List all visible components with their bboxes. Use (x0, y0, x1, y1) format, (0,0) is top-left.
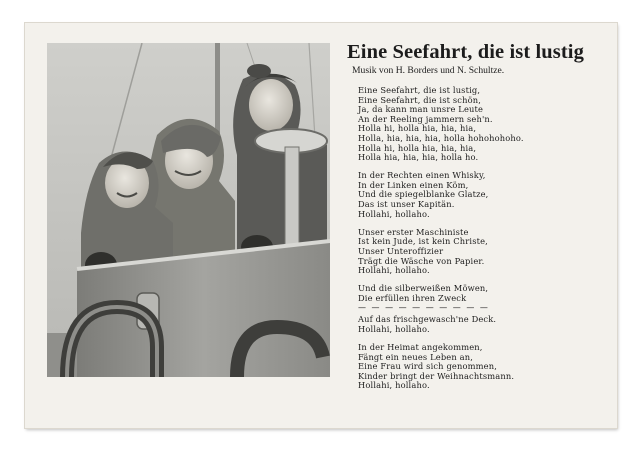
song-credits: Musik von H. Borders und N. Schultze. (352, 65, 505, 76)
stanza (358, 343, 609, 391)
lyric-line: Hollahi, hollaho. (358, 323, 430, 334)
lyric-line: In der Heimat angekommen, (358, 342, 483, 353)
song-text-column (347, 40, 609, 391)
lyric-line: Hollahi, hollaho. (358, 265, 430, 276)
stanza (358, 171, 609, 219)
lyric-line: Die erfüllen ihren Zweck (358, 292, 467, 303)
lyric-line: Eine Frau wird sich genommen, (358, 361, 497, 372)
photo-illustration (47, 43, 330, 377)
lyric-line: Unser erster Maschiniste (358, 226, 469, 237)
lyric-line: Holla hia, hia, hia, holla ho. (358, 152, 479, 163)
stanza (358, 315, 609, 334)
stanza (358, 284, 609, 303)
lyric-line: Und die spiegelblanke Glatze, (358, 189, 489, 200)
lyric-line: Ja, da kann man unsre Leute (358, 104, 484, 115)
song-title: Eine Seefahrt, die ist lustig (347, 41, 584, 63)
lyric-line: Das ist unser Kapitän. (358, 199, 455, 210)
lyric-line: Hollahi, hollaho. (358, 380, 430, 391)
stanza (358, 86, 609, 163)
dash-divider: — — — — — — — — — — (358, 303, 490, 313)
lyric-line: Unser Unteroffizier (358, 245, 444, 256)
lyric-line: Ist kein Jude, ist kein Christe, (358, 236, 488, 247)
lyric-line: In der Linken einen Köm, (358, 179, 469, 190)
song-lyrics (347, 86, 609, 391)
lyric-line: Auf das frischgewasch'ne Deck. (358, 314, 497, 325)
lyric-line: Trägt die Wäsche von Papier. (358, 255, 485, 266)
lyric-line: Holla, hia, hia, hia, holla hohohohoho. (358, 132, 524, 143)
photo-three-women-on-ship (47, 43, 330, 377)
lyric-line: An der Reeling jammern seh'n. (358, 113, 493, 124)
postcard (25, 23, 617, 428)
lyric-line: Und die silberweißen Möwen, (358, 283, 489, 294)
lyric-line: Eine Seefahrt, die ist lustig, (358, 85, 481, 95)
lyric-line: In der Rechten einen Whisky, (358, 170, 486, 181)
lyric-line: Holla hi, holla hia, hia, hia, (358, 123, 477, 134)
lyric-line: Holla hi, holla hia, hia, hia, (358, 142, 477, 153)
lyric-line: Hollahi, hollaho. (358, 208, 430, 219)
lyric-line: Fängt ein neues Leben an, (358, 351, 474, 362)
lyric-line: Eine Seefahrt, die ist schön, (358, 94, 482, 105)
lyric-line: Kinder bringt der Weihnachtsmann. (358, 370, 515, 381)
stanza (358, 228, 609, 276)
